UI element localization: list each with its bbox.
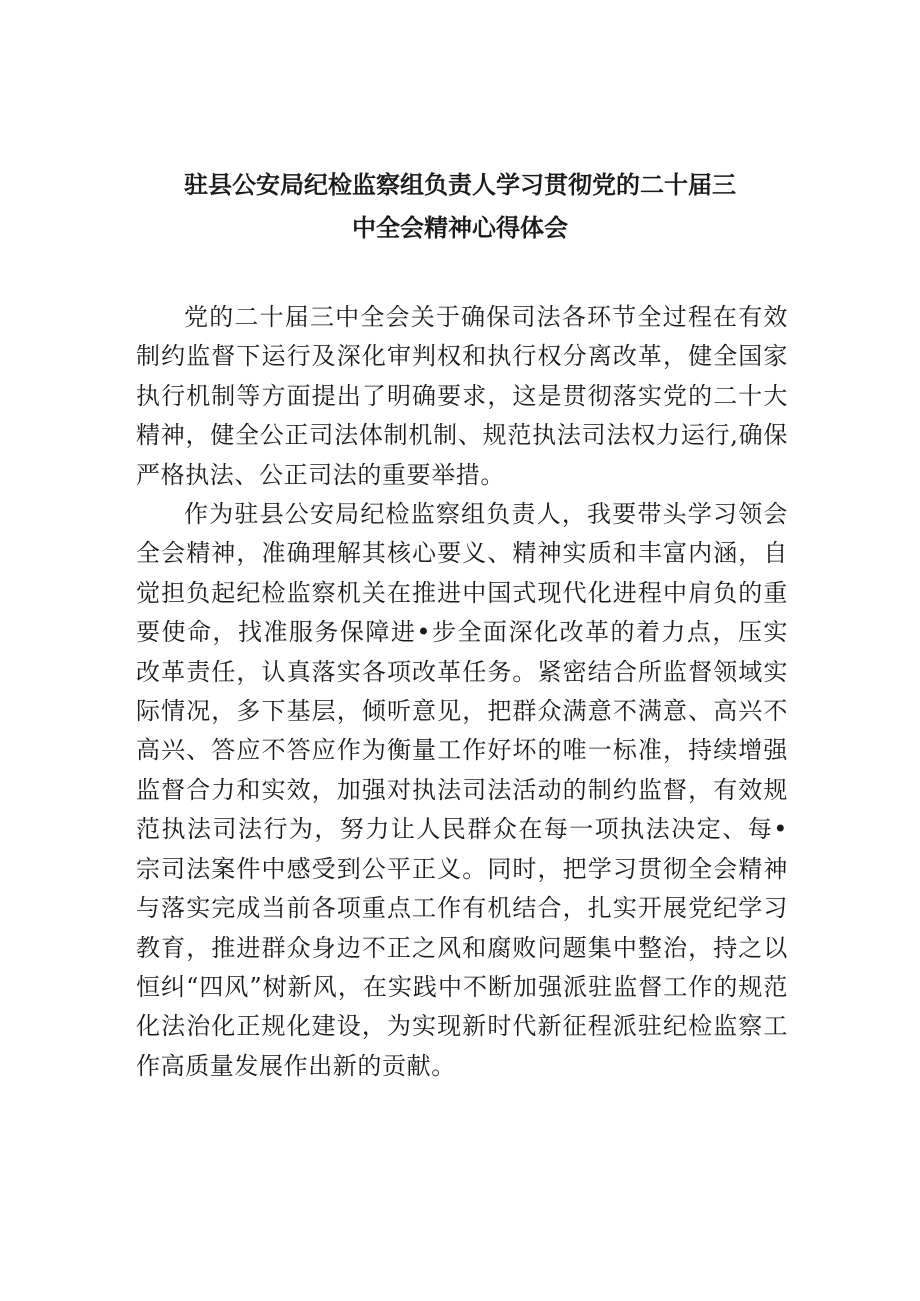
document-title-line-2: 中全会精神心得体会 bbox=[352, 214, 568, 242]
paragraph-2: 作为驻县公安局纪检监察组负责人，我要带头学习领会全会精神，准确理解其核心要义、精神实质和丰富内涵，自觉担负起纪检监察机关在推进中国式现代化进程中肩负的重要使命，找准服务保障进•步全面深化改革的着力点，压实改革责任，认真落实各项改革任务。紧密结合所监督领域实际情况，多下基层，倾听意见，把群众满意不满意、高兴不高兴、答应不答应作为衡量工作好坏的唯一标准，持续增强监督合力和实效，加强对执法司法活动的制约监督，有效规范执法司法行为，努力让人民群众在每一项执法决定、每•宗司法案件中感受到公平正义。同时，把学习贯彻全会精神与落实完成当前各项重点工作有机结合，扎实开展党纪学习教育，推进群众身边不正之风和腐败问题集中整治，持之以恒纠“四风”树新风，在实践中不断加强派驻监督工作的规范化法治化正规化建设，为实现新时代新征程派驻纪检监察工作高质量发展作出新的贡献。 bbox=[136, 500, 788, 1080]
paragraph-1: 党的二十届三中全会关于确保司法各环节全过程在有效制约监督下运行及深化审判权和执行权分离改革，健全国家执行机制等方面提出了明确要求，这是贯彻落实党的二十大精神，健全公正司法体制机制、规范执法司法权力运行,确保严格执法、公正司法的重要举措。 bbox=[136, 303, 788, 489]
document-body bbox=[136, 298, 788, 1086]
document-title-line-1: 驻县公安局纪检监察组负责人学习贯彻党的二十届三 bbox=[184, 171, 736, 199]
